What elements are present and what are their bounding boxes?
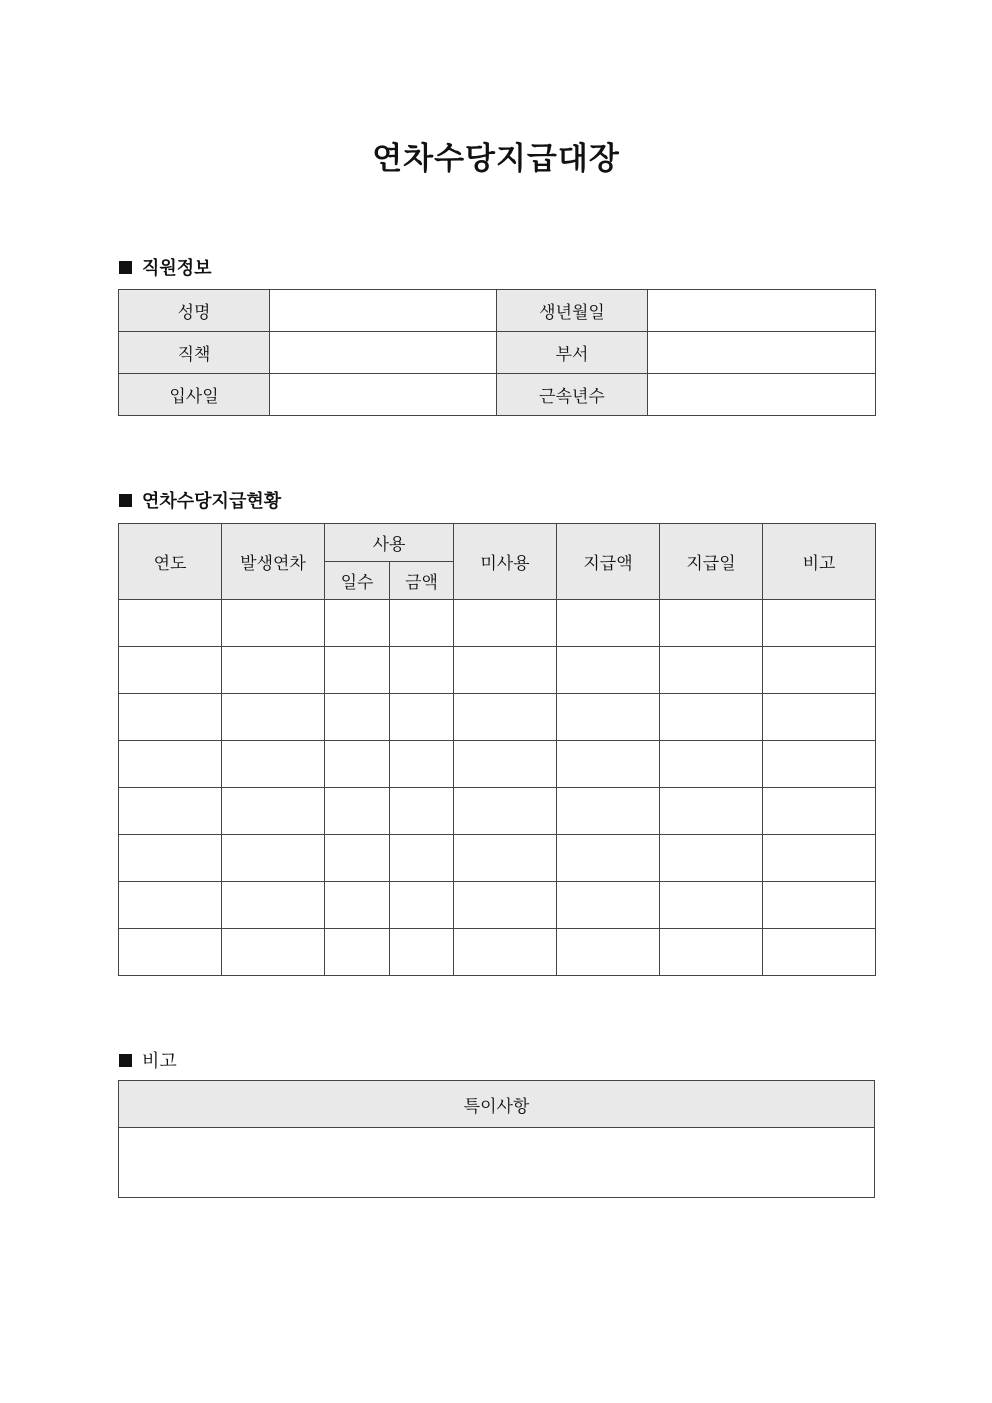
remarks-cell[interactable] xyxy=(763,882,876,929)
pay-amount-cell[interactable] xyxy=(557,835,660,882)
used-amount-cell[interactable] xyxy=(390,788,454,835)
department-field[interactable] xyxy=(648,332,876,374)
table-row xyxy=(119,694,876,741)
unused-cell[interactable] xyxy=(454,600,557,647)
accrued-cell[interactable] xyxy=(222,882,325,929)
pay-amount-cell[interactable] xyxy=(557,647,660,694)
years-of-service-label: 근속년수 xyxy=(497,374,648,416)
used-days-cell[interactable] xyxy=(325,929,390,976)
used-days-cell[interactable] xyxy=(325,788,390,835)
used-amount-cell[interactable] xyxy=(390,882,454,929)
special-notes-field[interactable] xyxy=(119,1128,875,1198)
col-used-days-header: 일수 xyxy=(325,562,390,600)
square-bullet-icon xyxy=(119,1054,132,1067)
birthdate-field[interactable] xyxy=(648,290,876,332)
table-row xyxy=(119,741,876,788)
position-label: 직책 xyxy=(119,332,270,374)
col-unused-header: 미사용 xyxy=(454,524,557,600)
used-days-cell[interactable] xyxy=(325,694,390,741)
year-cell[interactable] xyxy=(119,600,222,647)
table-row xyxy=(119,600,876,647)
unused-cell[interactable] xyxy=(454,929,557,976)
year-cell[interactable] xyxy=(119,882,222,929)
unused-cell[interactable] xyxy=(454,835,557,882)
unused-cell[interactable] xyxy=(454,882,557,929)
table-row xyxy=(119,374,876,416)
year-cell[interactable] xyxy=(119,741,222,788)
year-cell[interactable] xyxy=(119,788,222,835)
unused-cell[interactable] xyxy=(454,647,557,694)
year-cell[interactable] xyxy=(119,835,222,882)
pay-date-cell[interactable] xyxy=(660,788,763,835)
year-cell[interactable] xyxy=(119,647,222,694)
used-amount-cell[interactable] xyxy=(390,647,454,694)
used-days-cell[interactable] xyxy=(325,882,390,929)
pay-date-cell[interactable] xyxy=(660,882,763,929)
remarks-cell[interactable] xyxy=(763,788,876,835)
col-pay-date-header: 지급일 xyxy=(660,524,763,600)
years-of-service-field[interactable] xyxy=(648,374,876,416)
accrued-cell[interactable] xyxy=(222,835,325,882)
col-used-header: 사용 xyxy=(325,524,454,562)
employee-info-table xyxy=(118,289,876,416)
remarks-cell[interactable] xyxy=(763,647,876,694)
pay-date-cell[interactable] xyxy=(660,835,763,882)
used-days-cell[interactable] xyxy=(325,741,390,788)
year-cell[interactable] xyxy=(119,929,222,976)
table-row xyxy=(119,290,876,332)
pay-amount-cell[interactable] xyxy=(557,882,660,929)
used-days-cell[interactable] xyxy=(325,600,390,647)
table-row xyxy=(119,332,876,374)
used-days-cell[interactable] xyxy=(325,647,390,694)
payment-section-title: 연차수당지급현황 xyxy=(142,491,282,512)
col-remarks-header: 비고 xyxy=(763,524,876,600)
pay-amount-cell[interactable] xyxy=(557,741,660,788)
remarks-section-heading xyxy=(119,1047,177,1073)
employee-section-heading xyxy=(119,254,212,280)
remarks-cell[interactable] xyxy=(763,929,876,976)
remarks-section-title: 비고 xyxy=(142,1051,177,1072)
special-notes-header: 특이사항 xyxy=(119,1081,875,1128)
pay-date-cell[interactable] xyxy=(660,600,763,647)
remarks-cell[interactable] xyxy=(763,600,876,647)
col-accrued-header: 발생연차 xyxy=(222,524,325,600)
pay-amount-cell[interactable] xyxy=(557,788,660,835)
accrued-cell[interactable] xyxy=(222,694,325,741)
birthdate-label: 생년월일 xyxy=(497,290,648,332)
used-amount-cell[interactable] xyxy=(390,694,454,741)
remarks-table xyxy=(118,1080,875,1198)
accrued-cell[interactable] xyxy=(222,788,325,835)
payment-table-body xyxy=(119,600,876,976)
payment-section-heading xyxy=(119,487,281,513)
pay-date-cell[interactable] xyxy=(660,647,763,694)
page-title: 연차수당지급대장 xyxy=(372,141,620,177)
table-row xyxy=(119,647,876,694)
square-bullet-icon xyxy=(119,494,132,507)
table-row xyxy=(119,835,876,882)
square-bullet-icon xyxy=(119,261,132,274)
year-cell[interactable] xyxy=(119,694,222,741)
remarks-cell[interactable] xyxy=(763,741,876,788)
accrued-cell[interactable] xyxy=(222,929,325,976)
remarks-cell[interactable] xyxy=(763,835,876,882)
accrued-cell[interactable] xyxy=(222,647,325,694)
hire-date-field[interactable] xyxy=(270,374,497,416)
remarks-cell[interactable] xyxy=(763,694,876,741)
unused-cell[interactable] xyxy=(454,694,557,741)
table-header-row xyxy=(119,524,876,562)
payment-status-table xyxy=(118,523,876,976)
name-field[interactable] xyxy=(270,290,497,332)
pay-amount-cell[interactable] xyxy=(557,929,660,976)
used-amount-cell[interactable] xyxy=(390,835,454,882)
col-used-amount-header: 금액 xyxy=(390,562,454,600)
unused-cell[interactable] xyxy=(454,788,557,835)
accrued-cell[interactable] xyxy=(222,600,325,647)
pay-date-cell[interactable] xyxy=(660,694,763,741)
employee-section-title: 직원정보 xyxy=(142,258,212,279)
accrued-cell[interactable] xyxy=(222,741,325,788)
pay-amount-cell[interactable] xyxy=(557,600,660,647)
table-header-row xyxy=(119,1081,875,1128)
table-row xyxy=(119,929,876,976)
col-pay-amount-header: 지급액 xyxy=(557,524,660,600)
col-year-header: 연도 xyxy=(119,524,222,600)
pay-date-cell[interactable] xyxy=(660,929,763,976)
used-amount-cell[interactable] xyxy=(390,929,454,976)
hire-date-label: 입사일 xyxy=(119,374,270,416)
pay-date-cell[interactable] xyxy=(660,741,763,788)
used-days-cell[interactable] xyxy=(325,835,390,882)
pay-amount-cell[interactable] xyxy=(557,694,660,741)
table-row xyxy=(119,882,876,929)
table-row xyxy=(119,788,876,835)
position-field[interactable] xyxy=(270,332,497,374)
used-amount-cell[interactable] xyxy=(390,741,454,788)
table-row xyxy=(119,1128,875,1198)
department-label: 부서 xyxy=(497,332,648,374)
name-label: 성명 xyxy=(119,290,270,332)
used-amount-cell[interactable] xyxy=(390,600,454,647)
unused-cell[interactable] xyxy=(454,741,557,788)
